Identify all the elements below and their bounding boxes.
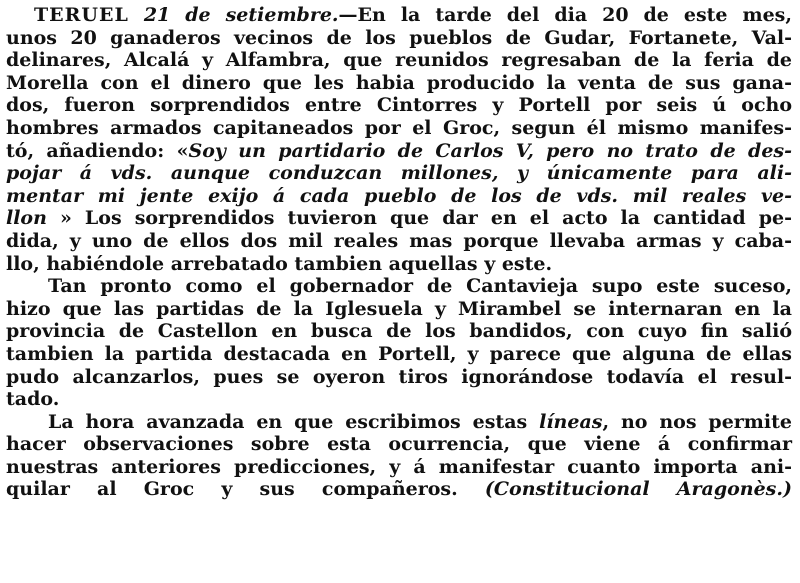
quote-line: mentar mi jente exijo á cada pueblo de los de vds. mil reales ve-	[6, 184, 792, 207]
source-attribution: (Constitucional Aragonès.)	[484, 478, 792, 501]
quote-text: llon	[6, 207, 47, 230]
line-text: —En la tarde del dia 20 de este mes,	[338, 4, 792, 26]
article-line: llo, habiéndole arrebatado tambien aquellas y este.	[6, 252, 553, 275]
article-line: provincia de Castellon en busca de los bandidos, con cuyo fin salió	[6, 320, 792, 343]
article-line: pudo alcanzarlos, pues se oyeron tiros ignorándose todavía el resul-	[6, 365, 792, 388]
article-line: hizo que las partidas de la Iglesuela y Mirambel se internaran en la	[6, 297, 792, 320]
quote-line: pojar á vds. aunque conduzcan millones, y únicamente para ali-	[6, 162, 792, 185]
line-text: tó, añadiendo: «	[6, 139, 189, 162]
line-text: quilar al Groc y sus compañeros.	[6, 478, 458, 501]
article-body	[6, 4, 792, 501]
article-line	[6, 478, 792, 501]
article-line: hombres armados capitaneados por el Groc, segun él mismo manifes-	[6, 116, 792, 139]
quote-text: Soy un partidario de Carlos V, pero no trato de des-	[188, 139, 793, 162]
article-line: delinares, Alcalá y Alfambra, que reunidos regresaban de la feria de	[6, 49, 792, 72]
italic-word: líneas	[539, 410, 603, 433]
dateline-city: TERUEL	[34, 4, 129, 26]
dateline-date: 21 de setiembre.	[143, 4, 339, 26]
article-line	[6, 140, 792, 163]
article-line	[6, 411, 792, 434]
article-line	[6, 207, 792, 230]
article-line: tambien la partida destacada en Portell, y parece que alguna de ellas	[6, 342, 792, 365]
line-text: La hora avanzada en que escribimos estas	[48, 410, 540, 433]
article-line: nuestras anteriores predicciones, y á manifestar cuanto importa ani-	[6, 455, 792, 478]
line-text: , no nos permite	[602, 410, 792, 433]
article-line: dida, y uno de ellos dos mil reales mas porque llevaba armas y caba-	[6, 229, 792, 252]
article-line: Morella con el dinero que les habia producido la venta de sus gana-	[6, 71, 792, 94]
article-line: unos 20 ganaderos vecinos de los pueblos de Gudar, Fortanete, Val-	[6, 26, 792, 49]
article-line	[6, 4, 792, 27]
article-line: dos, fueron sorprendidos entre Cintorres y Portell por seis ú ocho	[6, 94, 792, 117]
article-line: Tan pronto como el gobernador de Cantavieja supo este suceso,	[48, 275, 792, 298]
line-text: » Los sorprendidos tuvieron que dar en el acto la cantidad pe-	[46, 207, 792, 230]
article-line: tado.	[6, 388, 60, 411]
article-line: hacer observaciones sobre esta ocurrencia, que viene á confirmar	[6, 433, 792, 456]
